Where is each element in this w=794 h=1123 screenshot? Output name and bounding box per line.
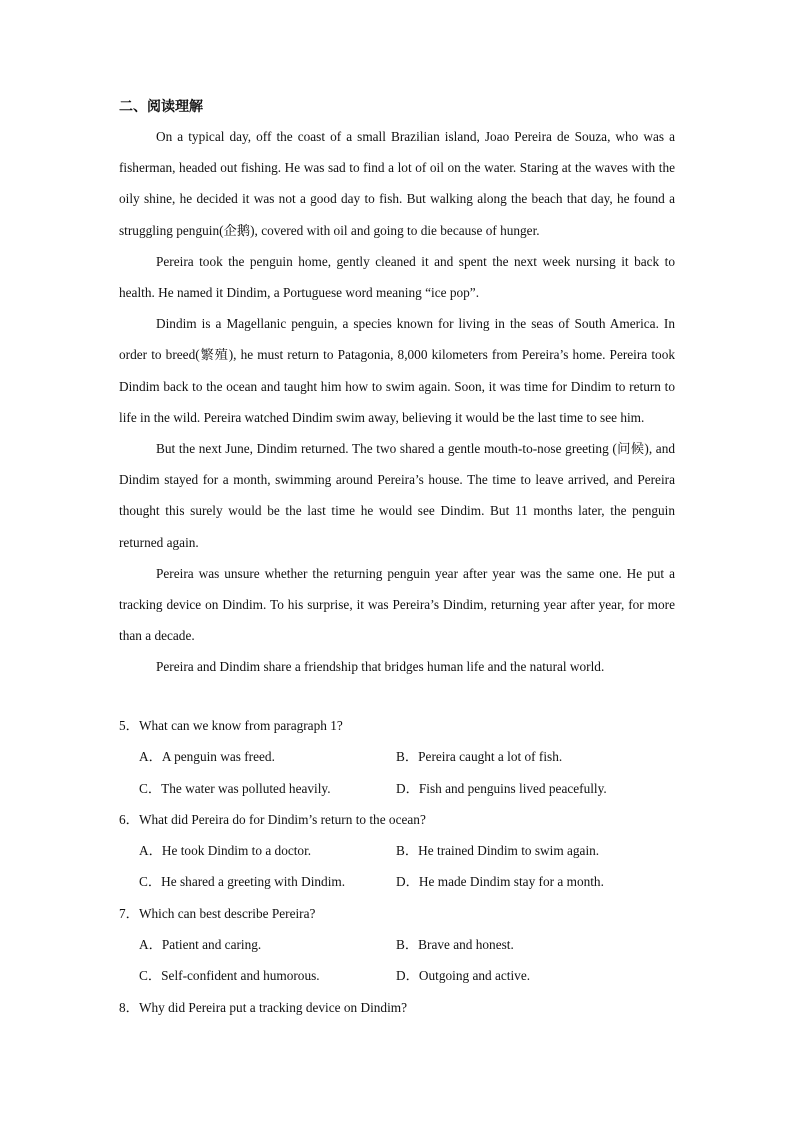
question-stem: 8．Why did Pereira put a tracking device on Dindim? — [119, 999, 408, 1015]
section-title: 二、阅读理解 — [119, 99, 203, 115]
question-stem: 7．Which can best describe Pereira? — [119, 905, 316, 921]
option-b[interactable]: B．Pereira caught a lot of fish. — [396, 749, 563, 765]
option-c[interactable]: C．He shared a greeting with Dindim. — [139, 874, 346, 890]
passage-paragraph-1: On a typical day, off the coast of a small Brazilian island, Joao Pereira de Souza, who was a fisherman, headed out fishing. He was sad to find a lot of oil on the water. Staring at the waves with the oily shine, he decided it was not a good day to fish. But walking along the beach that day, he found a struggling penguin(企鹅), covered with oil and going to die because of hunger. — [119, 129, 675, 238]
answer-options — [119, 929, 679, 992]
answer-options — [119, 741, 679, 804]
option-d[interactable]: D．Fish and penguins lived peacefully. — [396, 780, 607, 796]
option-b[interactable]: B．Brave and honest. — [396, 937, 514, 953]
option-d[interactable]: D．He made Dindim stay for a month. — [396, 874, 604, 890]
question-stem: 6．What did Pereira do for Dindim’s return to the ocean? — [119, 811, 426, 827]
passage-paragraph-4: But the next June, Dindim returned. The two shared a gentle mouth-to-nose greeting (问候), and Dindim stayed for a month, swimming around Pereira’s house. The time to leave arrived, and Pereira thought this surely would be the last time he would see Dindim. But 11 months later, the penguin returned again. — [119, 441, 675, 550]
question-5 — [119, 710, 679, 804]
question-6 — [119, 804, 679, 898]
option-c[interactable]: C．The water was polluted heavily. — [139, 780, 331, 796]
option-b[interactable]: B．He trained Dindim to swim again. — [396, 843, 600, 859]
reading-passage — [119, 121, 675, 683]
option-a[interactable]: A．He took Dindim to a doctor. — [139, 843, 312, 859]
question-list — [119, 710, 679, 1023]
passage-paragraph-5: Pereira was unsure whether the returning penguin year after year was the same one. He put a tracking device on Dindim. To his surprise, it was Pereira’s Dindim, returning year after year, for more than a decade. — [119, 565, 675, 644]
option-d[interactable]: D．Outgoing and active. — [396, 968, 531, 984]
passage-paragraph-3: Dindim is a Magellanic penguin, a species known for living in the seas of South America. In order to breed(繁殖), he must return to Patagonia, 8,000 kilometers from Pereira’s home. Pereira took Dindim back to the ocean and taught him how to swim again. Soon, it was time for Dindim to return to life in the wild. Pereira watched Dindim swim away, believing it would be the last time to see him. — [119, 316, 675, 425]
passage-paragraph-2: Pereira took the penguin home, gently cleaned it and spent the next week nursing it back to health. He named it Dindim, a Portuguese word meaning “ice pop”. — [119, 253, 675, 301]
option-a[interactable]: A．A penguin was freed. — [139, 749, 275, 765]
passage-paragraph-6: Pereira and Dindim share a friendship that bridges human life and the natural world. — [156, 659, 605, 675]
question-8 — [119, 992, 679, 1023]
option-c[interactable]: C．Self-confident and humorous. — [139, 968, 320, 984]
option-a[interactable]: A．Patient and caring. — [139, 937, 262, 953]
question-stem: 5．What can we know from paragraph 1? — [119, 718, 343, 733]
question-7 — [119, 898, 679, 992]
answer-options — [119, 835, 679, 898]
